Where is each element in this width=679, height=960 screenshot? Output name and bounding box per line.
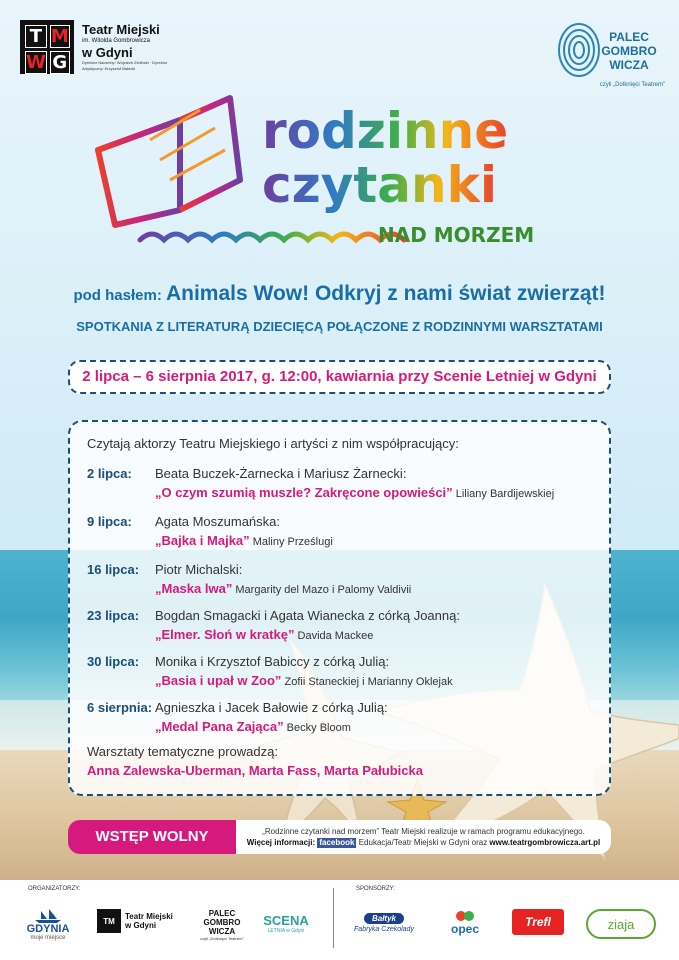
sponsors-label: SPONSORZY: [356,886,396,892]
gdynia-tagline: moje miejsce [30,935,66,941]
ziaja-text: ziaja [607,916,635,932]
theatre-patron: im. Witolda Gombrowicza [82,38,151,44]
book-title: „Maska lwa” [155,581,233,596]
theatre-directors: Dyrektor Naczelny: Wojciech Zieliński · Dyrektor Artystyczny: Krzysztof Babicki [82,60,168,71]
scena-text: SCENA [263,912,309,928]
palec-line: PALEC [609,30,649,44]
baltyk-text: Bałtyk [364,913,404,924]
info-mid: Edukacja/Teatr Miejski w Gdyni oraz [356,838,490,847]
ship-icon [33,909,63,923]
meetings-description: SPOTKANIA Z LITERATURĄ DZIECIĘCĄ POŁĄCZONE Z RODZINNYMI WARSZTATAMI [76,319,603,334]
book-title: „Elmer. Słoń w kratkę” [155,627,295,642]
theatre-name: Teatr Miejski [82,22,160,37]
palec-gombrowicza-logo [555,20,665,100]
entry-readers: Piotr Michalski: [155,562,243,577]
book-title: „Medal Pana Zająca” [155,719,284,734]
event-dates: 2 lipca – 6 sierpnia 2017, g. 12:00, kawiarnia przy Scenie Letniej w Gdyni [68,360,611,394]
palec-footer-sub: czyli „Dotknięci Teatrem” [200,936,244,941]
scena-logo [262,905,310,941]
entry-date: 2 lipca: [87,466,132,481]
entry-book [155,581,411,596]
theatre-name-block [82,22,172,72]
workshop-label: Warsztaty tematyczne prowadzą: [87,744,278,759]
baltyk-sub: Fabryka Czekolady [354,926,414,933]
footer-divider [333,888,334,948]
book-title: „O czym szumią muszle? Zakręcone opowieści” [155,485,453,500]
book-author: Davida Mackee [294,630,374,642]
website-link[interactable]: www.teatrgombrowicza.art.pl [489,838,601,847]
waves-icon [140,234,404,240]
entry-book [155,533,333,548]
gdynia-text: GDYNIA [26,923,70,935]
entry-date: 30 lipca: [87,654,140,669]
entry-book [155,673,453,688]
schedule-intro: Czytają aktorzy Teatru Miejskiego i artyści z nim współpracujący: [87,436,459,451]
palec-subtitle: czyli „Dotknięci Teatrem” [599,82,665,88]
book-author: Becky Bloom [283,722,351,734]
palec-title [595,30,663,72]
logo-letter: G [50,51,70,74]
event-title-logo [90,90,570,270]
entry-book [155,485,554,500]
workshop-leaders: Anna Zalewska-Uberman, Marta Fass, Marta Pałubicka [87,763,423,778]
schedule-panel [68,420,611,796]
book-author: Margarity del Mazo i Palomy Valdivii [232,584,412,596]
scena-sub: LETNIA w Gdyni [267,927,305,934]
entry-readers: Agnieszka i Jacek Bałowie z córką Julią: [155,700,388,715]
info-more-label: Więcej informacji: [246,838,316,847]
ziaja-logo [586,909,656,939]
trefl-text: Trefl [525,915,551,929]
title-line-3: NAD MORZEM [378,223,535,247]
tmg-mini-icon: TM [97,909,121,933]
theme-subtitle [0,282,679,306]
palec-footer-name: PALEC GOMBRO WICZA [203,909,241,936]
facebook-icon[interactable]: facebook [319,838,355,847]
book-author: Zofii Staneckiej i Marianny Oklejak [281,676,453,688]
info-line-2 [236,837,611,848]
baltyk-logo [344,905,424,941]
book-author: Liliany Bardijewskiej [452,488,555,500]
theme-prefix: pod hasłem: [73,287,166,304]
palec-line: WICZA [609,58,649,72]
theatre-footer-logo [96,905,176,937]
book-title: „Bajka i Majka” [155,533,250,548]
book-author: Maliny Prześlugi [249,536,333,548]
title-line-2: czytanki [262,156,497,214]
gdynia-logo [20,905,76,945]
title-line-1: rodzinne [262,102,509,160]
entry-readers: Monika i Krzysztof Babiccy z córką Julią: [155,654,390,669]
theatre-footer-name: Teatr Miejski w Gdyni [125,912,173,930]
entry-date: 16 lipca: [87,562,140,577]
logo-letter: T [25,25,47,48]
entry-book [155,719,351,734]
theme-title: Animals Wow! Odkryj z nami świat zwierząt! [165,282,606,305]
palec-line: GOMBRO [601,44,657,58]
entry-date: 6 sierpnia: [87,700,153,715]
organizers-label: ORGANIZATORZY: [28,886,81,892]
book-title: „Basia i upał w Zoo” [155,673,282,688]
opec-text: opec [450,922,479,936]
palec-footer-logo [192,905,252,945]
trefl-logo [512,909,564,935]
entry-readers: Bogdan Smagacki i Agata Wianecka z córką Joanną: [155,608,460,623]
free-entry-badge: WSTĘP WOLNY [68,820,236,854]
info-line-1: „Rodzinne czytanki nad morzem” Teatr Miejski realizuje w ramach programu edukacyjnego. [262,827,585,836]
info-panel [236,820,611,854]
entry-date: 23 lipca: [87,608,140,623]
entry-readers: Beata Buczek-Żarnecka i Mariusz Żarnecki: [155,466,407,481]
theatre-city: w Gdyni [82,45,133,60]
entry-date: 9 lipca: [87,514,132,529]
opec-flame-icon [455,910,475,922]
opec-logo [440,905,490,941]
theatre-logo [20,20,74,74]
logo-letter: W [26,52,46,73]
entry-readers: Agata Moszumańska: [155,514,281,529]
open-book-icon [98,98,240,225]
entry-book [155,627,373,642]
logo-letter: M [50,26,69,47]
